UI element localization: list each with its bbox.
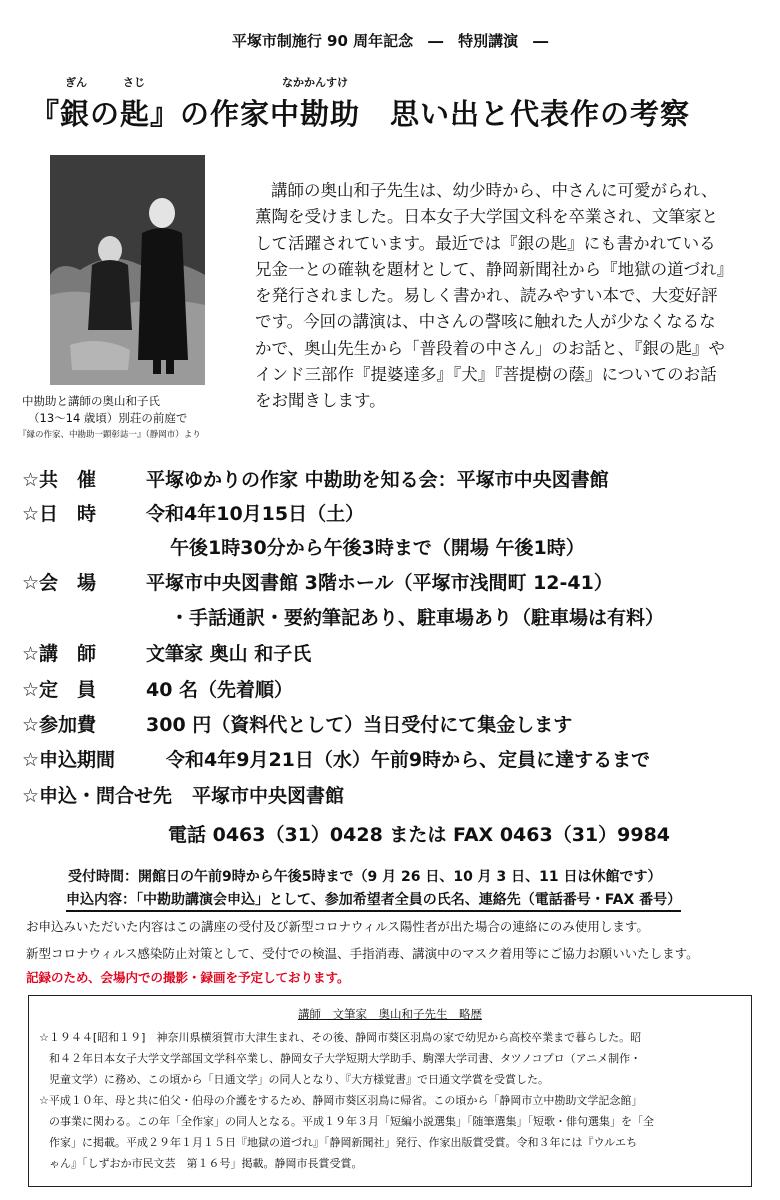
info-date-label: ☆日 時 <box>22 503 97 525</box>
bio-line: 和４２年日本女子大学文学部国文学科卒業し、静岡女子大学短期大学助手、駒澤大学司書、タツノコプロ（アニメ制作・ <box>49 1052 642 1065</box>
info-lecturer-label: ☆講 師 <box>22 643 97 665</box>
info-fee <box>22 710 572 737</box>
bio-line: ☆平成１０年、母と共に伯父・伯母の介護をするため、静岡市葵区羽鳥に帰省。この頃から「静岡市立中勘助文学記念館」 <box>39 1094 643 1107</box>
bio-line: 児童文学）に務め、この頃から「日通文学」の同人となり、『大方様覚書』で日通文学賞を受賞した。 <box>49 1073 550 1086</box>
bio-line: ゃん』「しずおか市民文芸 第１６号」掲載。静岡市長賞受賞。 <box>49 1157 363 1170</box>
info-venue <box>22 568 613 595</box>
photo-caption-source: 『縁の作家、中勘助一顕彰誌一』（静岡市）より <box>18 430 201 440</box>
intro-line: です。今回の講演は、中さんの謦咳に触れた人が少なくなるな <box>255 312 716 332</box>
info-period-label: ☆申込期間 <box>22 749 116 771</box>
info-venue-value: 平塚市中央図書館 3階ホール（平塚市浅間町 12-41） <box>146 572 613 594</box>
intro-line: 講師の奥山和子先生は、幼少時から、中さんに可愛がられ、 <box>271 181 718 200</box>
info-contact-label: ☆申込・問合せ先 <box>22 785 173 807</box>
info-venue-label: ☆会 場 <box>22 572 97 594</box>
info-host-label: ☆共 催 <box>22 469 97 491</box>
info-period-value: 令和4年9月21日（水）午前9時から、定員に達するまで <box>166 749 651 771</box>
portrait-photo-image <box>50 155 205 385</box>
portrait-photo <box>50 155 205 385</box>
info-capacity-label: ☆定 員 <box>22 679 97 701</box>
intro-paragraph <box>255 178 760 415</box>
covid-note: 新型コロナウィルス感染防止対策として、受付での検温、手指消毒、講演中のマスク着用等にご協力お願いいたします。 <box>26 946 699 961</box>
info-lecturer <box>22 639 311 666</box>
bio-line: の事業に関わる。この年「全作家」の同人となる。平成１９年３月「短編小説選集」「随筆選集」「短歌・俳句選集」を「全 <box>49 1115 654 1128</box>
info-time-value: 午後1時30分から午後3時まで（開場 午後1時） <box>170 537 585 559</box>
info-contact <box>22 781 344 808</box>
intro-line: 兄金一との確執を題材として、静岡新聞社から『地獄の道づれ』 <box>255 259 734 279</box>
info-contact-value: 平塚市中央図書館 <box>192 785 345 807</box>
intro-line: をお聞きします。 <box>255 391 386 411</box>
photo-caption-line2: （13～14 歳頃）別荘の前庭で <box>28 411 188 425</box>
lecturer-bio-box <box>28 995 752 1187</box>
intro-line: 薫陶を受けました。日本女子大学国文科を卒業され、文筆家と <box>255 207 718 227</box>
info-venue-note: ・手話通訳・要約筆記あり、駐車場あり（駐車場は有料） <box>170 607 665 629</box>
bio-line: ☆１９４４[昭和１９] 神奈川県横須賀市大津生まれ、その後、静岡市葵区羽鳥の家で幼児から高校卒業まで暮らした。昭 <box>39 1031 642 1044</box>
ruby-gin: ぎん <box>65 76 87 89</box>
ruby-saji: さじ <box>123 76 145 89</box>
info-capacity <box>22 675 293 702</box>
info-host-value: 平塚ゆかりの作家 中勘助を知る会：平塚市中央図書館 <box>146 469 609 491</box>
photo-caption-line1: 中勘助と講師の奥山和子氏 <box>22 394 160 408</box>
info-fee-value: 300 円（資料代として）当日受付にて集金します <box>146 714 573 736</box>
application-content: 申込内容：「中勘助講演会申込」として、参加希望者全員の氏名、連絡先（電話番号・FAX 番号） <box>66 889 681 912</box>
bio-line: 作家」に掲載。平成２９年１月１５日『地獄の道づれ』「静岡新聞社」発行、作家出版賞受賞。令和３年には『ウルエち <box>49 1136 638 1149</box>
info-phone: 電話 0463（31）0428 または FAX 0463（31）9984 <box>168 824 671 846</box>
ruby-nakakansuke: なかかんすけ <box>282 76 348 89</box>
privacy-note: お申込みいただいた内容はこの講座の受付及び新型コロナウィルス陽性者が出た場合の連絡にのみ使用します。 <box>26 919 649 934</box>
info-host <box>22 465 609 492</box>
recording-note: 記録のため、会場内での撮影・録画を予定しております。 <box>26 970 350 985</box>
info-period <box>22 745 650 772</box>
intro-line: インド三部作『提婆達多』『犬』『菩提樹の蔭』についてのお話 <box>255 365 717 385</box>
info-fee-label: ☆参加費 <box>22 714 97 736</box>
reception-hours: 受付時間：開館日の午前9時から午後5時まで（9 月 26 日、10 月 3 日、11 日は休館です） <box>68 869 662 885</box>
bio-title: 講師 文筆家 奥山和子先生 略歴 <box>298 1007 482 1021</box>
intro-line: かで、奥山先生から「普段着の中さん」のお話と、『銀の匙』や <box>255 338 725 358</box>
info-date <box>22 499 364 526</box>
event-subtitle: 平塚市制施行 90 周年記念 ― 特別講演 ― <box>231 32 549 50</box>
info-date-value: 令和4年10月15日（土） <box>146 503 365 525</box>
page-title: 『銀の匙』の作家中勘助 思い出と代表作の考察 <box>30 97 691 131</box>
info-lecturer-value: 文筆家 奥山 和子氏 <box>146 643 312 665</box>
info-capacity-value: 40 名（先着順） <box>146 679 294 701</box>
intro-line: を発行されました。易しく書かれ、読みやすい本で、大変好評 <box>255 286 718 306</box>
intro-line: して活躍されています。最近では『銀の匙』にも書かれている <box>255 233 716 253</box>
